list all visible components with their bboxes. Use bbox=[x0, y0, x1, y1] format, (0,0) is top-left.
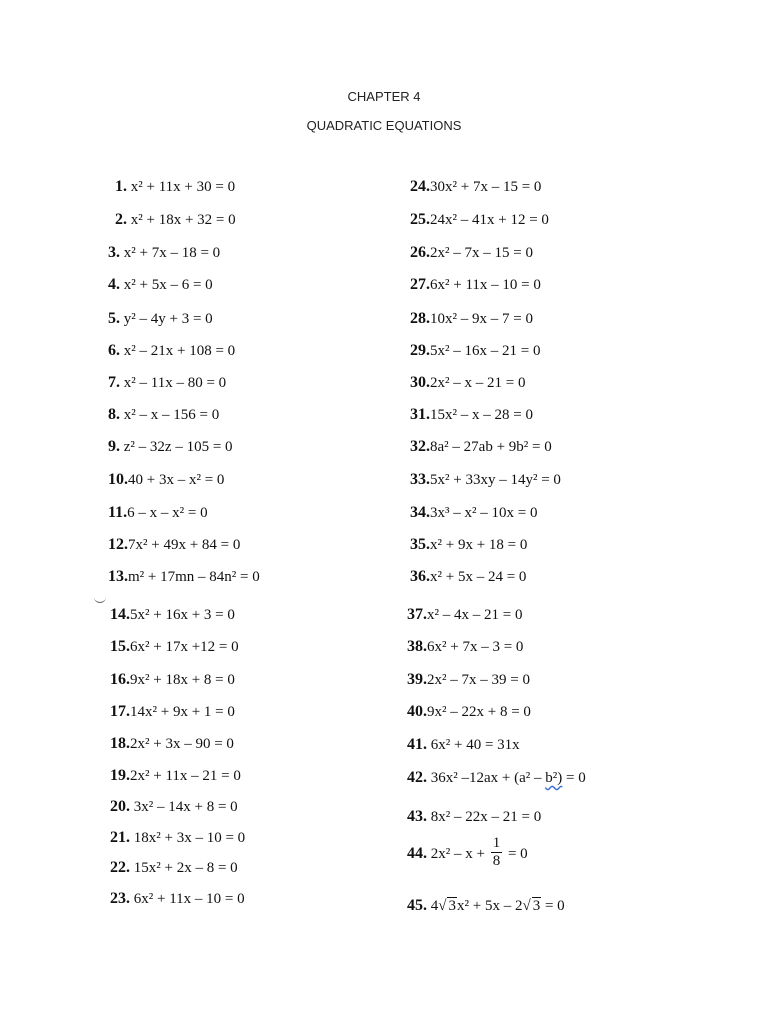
list-item: 19.2x² + 11x – 21 = 0 bbox=[110, 767, 241, 784]
list-item: 38.6x² + 7x – 3 = 0 bbox=[407, 638, 524, 655]
list-item: 24.30x² + 7x – 15 = 0 bbox=[410, 178, 542, 195]
list-item: 35.x² + 9x + 18 = 0 bbox=[410, 536, 528, 553]
page-title: QUADRATIC EQUATIONS bbox=[306, 118, 462, 133]
list-item: 4. x² + 5x – 6 = 0 bbox=[108, 276, 213, 293]
list-item: 2. x² + 18x + 32 = 0 bbox=[115, 211, 236, 228]
list-item: 13.m² + 17mn – 84n² = 0 bbox=[108, 568, 260, 585]
list-item: 3. x² + 7x – 18 = 0 bbox=[108, 244, 221, 261]
list-item: 44. 2x² – x + $\frac{1}{8}$ = 0 bbox=[407, 835, 528, 870]
list-item: 28.10x² – 9x – 7 = 0 bbox=[410, 310, 533, 327]
list-item: 8. x² – x – 156 = 0 bbox=[108, 406, 220, 423]
list-item: 10.40 + 3x – x² = 0 bbox=[108, 471, 225, 488]
list-item: 29.5x² – 16x – 21 = 0 bbox=[410, 342, 541, 359]
list-item: 20. 3x² – 14x + 8 = 0 bbox=[110, 798, 238, 815]
list-item: 39.2x² – 7x – 39 = 0 bbox=[407, 671, 530, 688]
list-item: 34.3x³ – x² – 10x = 0 bbox=[410, 504, 538, 521]
list-item: 15.6x² + 17x +12 = 0 bbox=[110, 638, 239, 655]
list-item: 9. z² – 32z – 105 = 0 bbox=[108, 438, 233, 455]
list-item: 43. 8x² – 22x – 21 = 0 bbox=[407, 808, 542, 825]
list-item: 16.9x² + 18x + 8 = 0 bbox=[110, 671, 235, 688]
list-item: 25.24x² – 41x + 12 = 0 bbox=[410, 211, 549, 228]
list-item: 1. x² + 11x + 30 = 0 bbox=[115, 178, 236, 195]
list-item: 32.8a² – 27ab + 9b² = 0 bbox=[410, 438, 552, 455]
list-item: 22. 15x² + 2x – 8 = 0 bbox=[110, 859, 238, 876]
list-item: 31.15x² – x – 28 = 0 bbox=[410, 406, 533, 423]
list-item: 6. x² – 21x + 108 = 0 bbox=[108, 342, 236, 359]
list-item: 36.x² + 5x – 24 = 0 bbox=[410, 568, 527, 585]
list-item: 40.9x² – 22x + 8 = 0 bbox=[407, 703, 531, 720]
list-item: 11.6 – x – x² = 0 bbox=[108, 504, 208, 521]
list-item: 30.2x² – x – 21 = 0 bbox=[410, 374, 526, 391]
list-item: 37.x² – 4x – 21 = 0 bbox=[407, 606, 523, 623]
list-item: 27.6x² + 11x – 10 = 0 bbox=[410, 276, 541, 293]
list-item: 5. y² – 4y + 3 = 0 bbox=[108, 310, 213, 327]
list-item: 14.5x² + 16x + 3 = 0 bbox=[110, 606, 235, 623]
list-item: 41. 6x² + 40 = 31x bbox=[407, 736, 520, 753]
list-item: 26.2x² – 7x – 15 = 0 bbox=[410, 244, 533, 261]
list-item: 33.5x² + 33xy – 14y² = 0 bbox=[410, 471, 561, 488]
list-item: 42. 36x² –12ax + (a² – b²) = 0 bbox=[407, 769, 586, 786]
list-item: 45. 4√ 3x² + 5x – 2√ 3 = 0 bbox=[407, 897, 565, 914]
list-item: 21. 18x² + 3x – 10 = 0 bbox=[110, 829, 246, 846]
list-item: 7. x² – 11x – 80 = 0 bbox=[108, 374, 227, 391]
stray-mark bbox=[94, 596, 106, 603]
list-item: 23. 6x² + 11x – 10 = 0 bbox=[110, 890, 245, 907]
chapter-heading: CHAPTER 4 bbox=[347, 89, 421, 104]
fraction: $\frac{1}{8}$ bbox=[492, 835, 501, 870]
list-item: 18.2x² + 3x – 90 = 0 bbox=[110, 735, 234, 752]
list-item: 17.14x² + 9x + 1 = 0 bbox=[110, 703, 235, 720]
list-item: 12.7x² + 49x + 84 = 0 bbox=[108, 536, 241, 553]
